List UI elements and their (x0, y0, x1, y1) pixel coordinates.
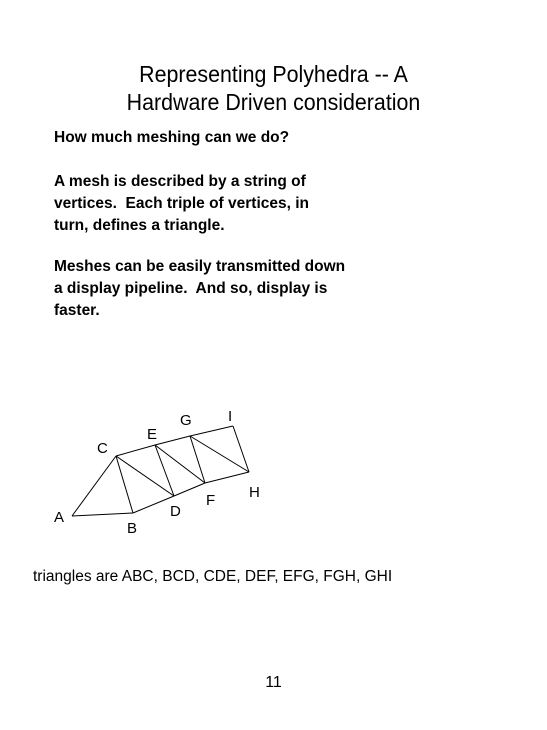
pipeline-line-3: faster. (54, 302, 100, 319)
slide-title-line-2: Hardware Driven consideration (126, 89, 421, 115)
vertex-label-C: C (97, 440, 108, 457)
edge-BD (133, 496, 174, 513)
vertex-label-B: B (127, 520, 138, 537)
edge-FG (190, 436, 205, 483)
pipeline-line-1: Meshes can be easily transmitted down (54, 258, 346, 275)
edge-AB (72, 513, 133, 516)
edge-HI (233, 426, 249, 472)
mesh-definition-line-3: turn, defines a triangle. (54, 217, 225, 234)
edge-CD (116, 456, 174, 496)
edge-DF (174, 483, 205, 496)
mesh-definition-line-2: vertices. Each triple of vertices, in (54, 195, 310, 212)
question-text: How much meshing can we do? (54, 129, 290, 146)
edge-GI (190, 426, 233, 436)
vertex-label-D: D (170, 503, 181, 520)
edge-GH (190, 436, 249, 472)
vertex-label-H: H (249, 484, 260, 501)
mesh-definition-paragraph (54, 171, 474, 237)
page-number: 11 (265, 674, 282, 691)
vertex-label-E: E (147, 426, 158, 443)
question-paragraph (54, 127, 474, 149)
vertex-label-F: F (206, 492, 216, 509)
triangle-strip-diagram (0, 395, 547, 555)
triangles-list: triangles are ABC, BCD, CDE, DEF, EFG, FGH, GHI (33, 568, 393, 585)
mesh-definition-line-1: A mesh is described by a string of (54, 173, 306, 190)
vertex-label-I: I (228, 408, 233, 425)
pipeline-line-2: a display pipeline. And so, display is (54, 280, 328, 297)
edge-BC (116, 456, 133, 513)
edge-EG (155, 436, 190, 445)
edge-FH (205, 472, 249, 483)
vertex-label-G: G (180, 412, 192, 429)
triangle-strip-svg (0, 395, 547, 555)
pipeline-paragraph (54, 256, 474, 322)
edge-CE (116, 445, 155, 456)
slide-title-line-1: Representing Polyhedra -- A (139, 61, 408, 87)
vertex-label-A: A (54, 509, 65, 526)
edge-AC (72, 456, 116, 516)
